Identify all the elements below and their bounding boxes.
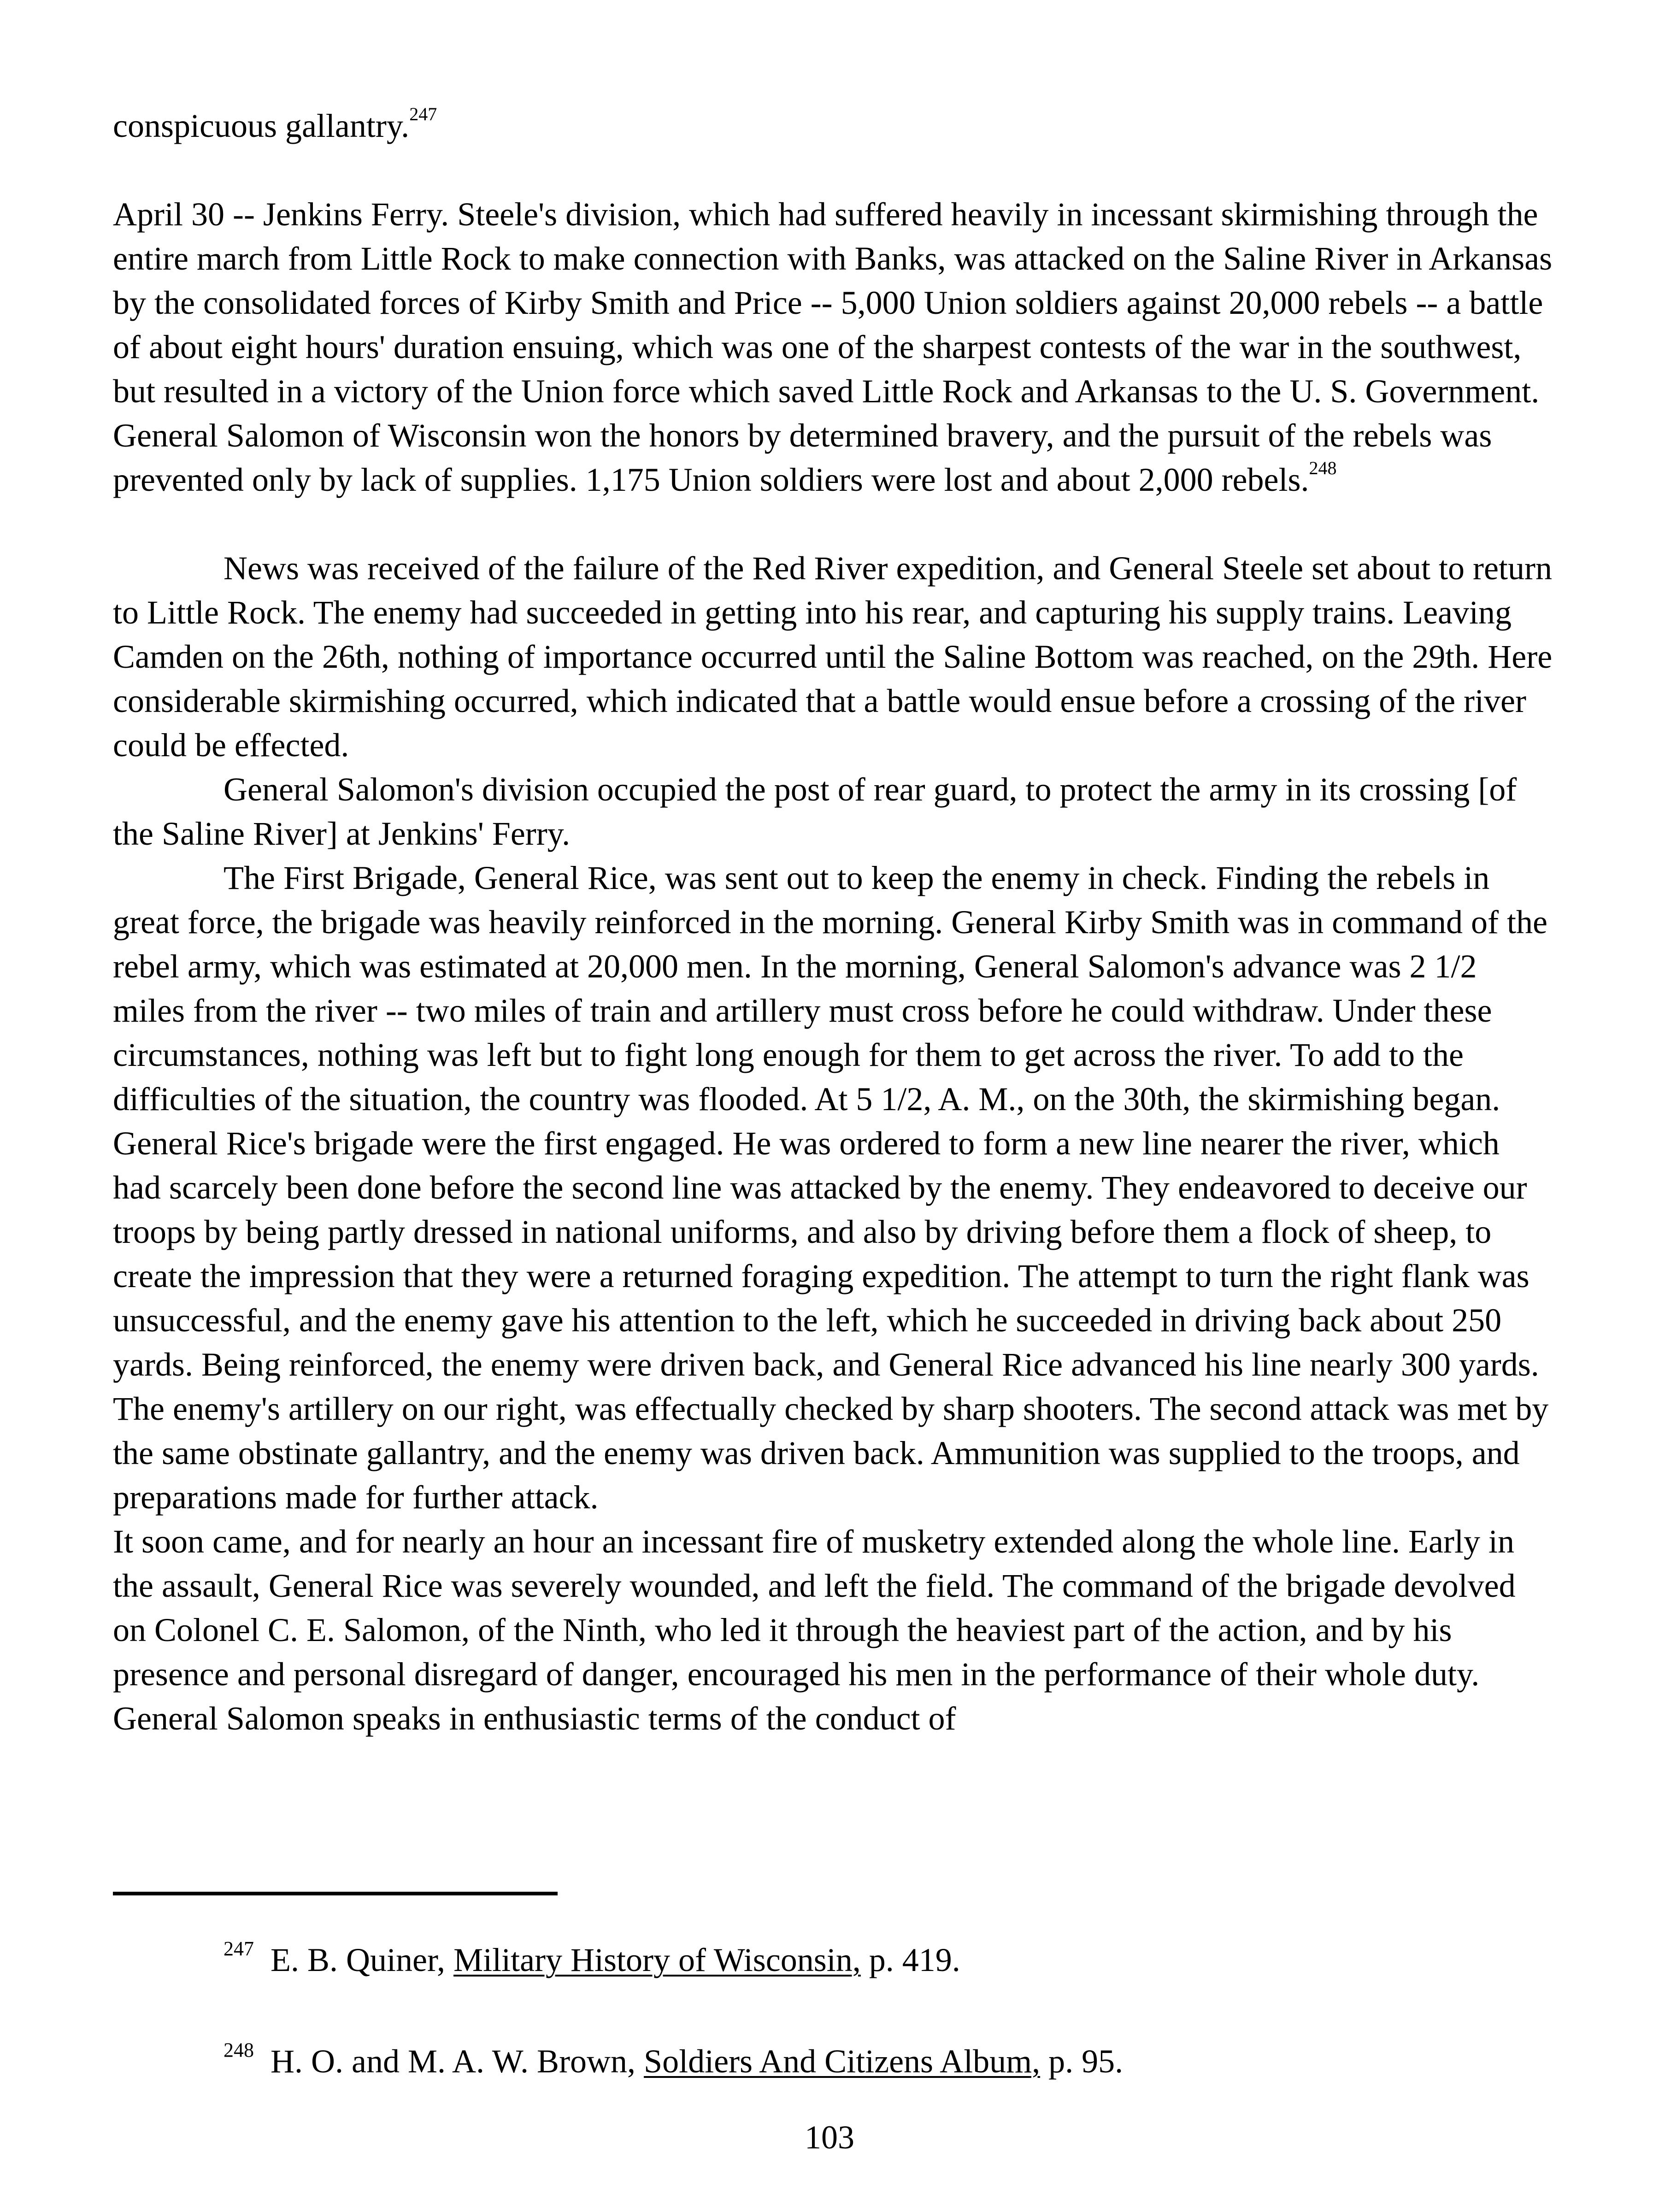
- footnote-number: 247: [224, 1937, 254, 1960]
- continuation-text: conspicuous gallantry.: [113, 107, 410, 144]
- footnote-author: H. O. and M. A. W. Brown,: [271, 2043, 636, 2080]
- continuation-line: [113, 104, 1555, 148]
- paragraph-first-brigade: The First Brigade, General Rice, was sent out to keep the enemy in check. Finding the rebels in great force, the brigade was heavily reinforced in the morning. General Kirby Smith was in command of the rebel army, which was estimated at 20,000 men. In the morning, General Salomon's advance was 2 1/2 miles from the river -- two miles of train and artillery must cross before he could withdraw. Under these circumstances, nothing was left but to fight long enough for them to get across the river. To add to the difficulties of the situation, the country was flooded. At 5 1/2, A. M., on the 30th, the skirmishing began. General Rice's brigade were the first engaged. He was ordered to form a new line nearer the river, which had scarcely been done before the second line was attacked by the enemy. They endeavored to deceive our troops by being partly dressed in national uniforms, and also by driving before them a flock of sheep, to create the impression that they were a returned foraging expedition. The attempt to turn the right flank was unsuccessful, and the enemy gave his attention to the left, which he succeeded in driving back about 250 yards. Being reinforced, the enemy were driven back, and General Rice advanced his line nearly 300 yards. The enemy's artillery on our right, was effectually checked by sharp shooters. The second attack was met by the same obstinate gallantry, and the enemy was driven back. Ammunition was supplied to the troops, and preparations made for further attack.: [113, 859, 1549, 1516]
- chronology-entry: [113, 192, 1555, 502]
- paragraph-rear-guard: General Salomon's division occupied the post of rear guard, to protect the army in its crossing [of the Saline River] at Jenkins' Ferry.: [113, 771, 1517, 852]
- paragraph-steele-return: News was received of the failure of the Red River expedition, and General Steele set about to return to Little Rock. The enemy had succeeded in getting into his rear, and capturing his supply trains. Leaving Camden on the 26th, nothing of importance occurred until the Saline Bottom was reached, on the 29th. Here considerable skirmishing occurred, which indicated that a battle would ensue before a crossing of the river could be effected.: [113, 550, 1553, 764]
- footnote-author: E. B. Quiner,: [271, 1941, 446, 1978]
- footnote-number: 248: [224, 2039, 254, 2061]
- page-number: 103: [805, 2119, 854, 2156]
- main-text: [113, 104, 1555, 1741]
- footnote-ref-248: 248: [1309, 458, 1337, 478]
- footnote-247: [224, 1938, 1560, 1982]
- footnote-source-title: Soldiers And Citizens Album,: [644, 2043, 1041, 2080]
- footnote-divider: [113, 1892, 558, 1895]
- footnote-ref-247: 247: [409, 104, 437, 124]
- chronology-entry-text: April 30 -- Jenkins Ferry. Steele's division, which had suffered heavily in incessant skirmishing through the entire march from Little Rock to make connection with Banks, was attacked on the Saline River in Arkansas by the consolidated forces of Kirby Smith and Price -- 5,000 Union soldiers against 20,000 rebels -- a battle of about eight hours' duration ensuing, which was one of the sharpest contests of the war in the southwest, but resulted in a victory of the Union force which saved Little Rock and Arkansas to the U. S. Government. General Salomon of Wisconsin won the honors by determined bravery, and the pursuit of the rebels was prevented only by lack of supplies. 1,175 Union soldiers were lost and about 2,000 rebels.: [113, 196, 1553, 498]
- footnote-page: p. 95.: [1048, 2043, 1124, 2080]
- footnote-source-title: Military History of Wisconsin,: [453, 1941, 861, 1978]
- paragraph-assault: It soon came, and for nearly an hour an incessant fire of musketry extended along the whole line. Early in the assault, General Rice was severely wounded, and left the field. The command of the brigade devolved on Colonel C. E. Salomon, of the Ninth, who led it through the heaviest part of the action, and by his presence and personal disregard of danger, encouraged his men in the performance of their whole duty. General Salomon speaks in enthusiastic terms of the conduct of: [113, 1523, 1516, 1737]
- footnote-248: [224, 2039, 1560, 2083]
- footnote-page: p. 419.: [869, 1941, 960, 1978]
